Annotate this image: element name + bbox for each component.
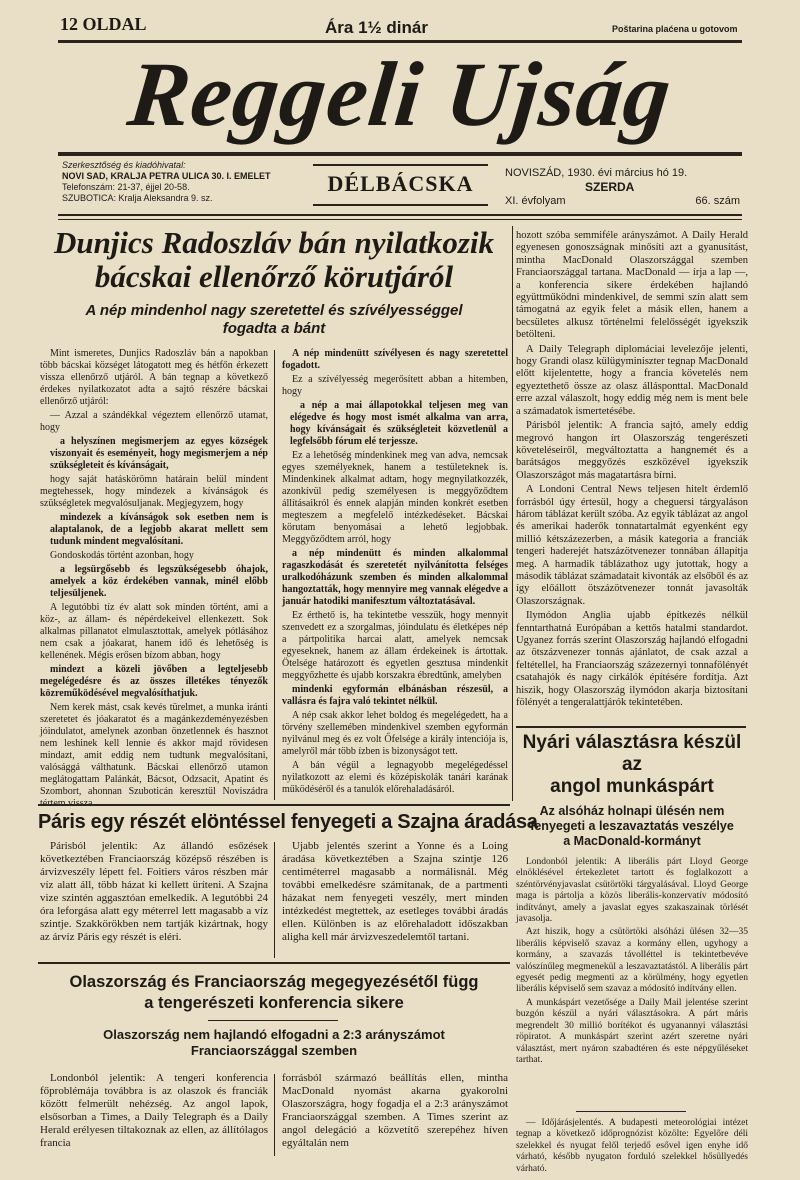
paragraph: Ez érthető is, ha tekintetbe vesszük, hogy mennyit szenvedett ez a szorgalmas, jóindulatu és életképes nép a pártpolitika harcai alatt, amelyek nemcsak egyeseknek, hanem az állam érdekeinek is ártottak. Ötelsége határozott és egyetlen gesztusa mindenkit meggyőzhette és ujabb korszakra ébredtünk, amelyben (282, 610, 508, 681)
paragraph: A bán végül a legnagyobb megelégedéssel nyilatkozott az elemi és középiskolák tanári karának működéséről és a tanulók előrehaladásáról. (282, 760, 508, 795)
horizontal-divider (38, 804, 510, 806)
paragraph: A munkáspárt vezetősége a Daily Mail jelentése szerint buzgón készül a nyári választásokra. A párt máris megrendelt 30 millió borítékot és ugyanannyi választási röpiratot. A munkáspárt szerint azért szeretne nyári választást, mert nyáron szabadtéren és este népgyűléseket tarthat. (516, 997, 748, 1065)
paragraph: a helyszínen megismerjem az egyes községek viszonyait és eseményeit, hogy megismerjem a nép szükségleteit és kívánságait, (50, 436, 268, 471)
paragraph: mindezt a közeli jövőben a legteljesebb megelégedésre és az összes illetékes tényezők közreműködésével megvalósíthatjuk. (40, 664, 268, 699)
paragraph: Londonból jelentik: A tengeri konferencia főproblémája továbbra is az olaszok és franciák között felmerült nehézség. Az angol lapok, elsősorban a Times, a Daily Telegraph és a Daily Herald erélyesen tiltakoznak az ellen, az állítólagos francia (40, 1072, 268, 1149)
paragraph: Azt hiszik, hogy a csütörtöki alsóházi ülésen 32—35 liberális képviselő szavaz a kormány ellen, ugyhogy a kormány, a szavazás távolléttel is tekintetbevéve valószínűleg megmenekül a leszavaztatástól. A liberális párt egyesét pedig megmenti az a körülmény, hogy egyetlen liberális képviselő sem szavaz a módosító indítvány ellen. (516, 927, 748, 995)
article-olasz (38, 966, 510, 1161)
masthead-bottom-rule (58, 214, 742, 216)
column-divider (274, 842, 275, 958)
headline (516, 732, 748, 798)
paragraph: A legutóbbi tíz év alatt sok minden történt, ami a köz-, az állam- és népérdekeivel ellenkezett. Sok alkalmas pillanatot elmulasztottak, amelyek pótlásához nem csak a jóakarat, hanem idő és lehetőség is kellenének. Mégis erősen bízom abban, hogy (40, 602, 268, 661)
paragraph: a legsürgősebb és legszükségesebb óhajok, amelyek a köz érdekében vannak, minél előbb teljesüljenek. (50, 564, 268, 599)
headline-line: Dunjics Radoszláv bán nyilatkozik (53, 225, 495, 260)
paragraph: Nem kerek mást, csak kevés türelmet, a munka iránti szeretetet és jóakaratot és a magánkezdeményezésben jóindulatot, amelynek azonban önzetlennek és hasznot nem leshinek kell lennie és akkor majd rövidesen mindazt, amit eddig nem tudtunk megvalósítani, valósággá válthatunk. Bácskai ellenőrző utamon meglátogattam Palánkát, Bácsot, Odzsacit, Apatint és Szombort, ahonnan Szuboticán keresztül Noviszádra (40, 702, 268, 797)
article-column-left (40, 1072, 268, 1158)
paragraph: Londonból jelentik: A liberális párt Lloyd George elnöklésével értekezletet tartott és foglalkozott a széntörvényjavaslat csütörtöki tárgyalásával. Lloyd George maga is pártolja a közös liberális-konzervatív módosító indítványt, amely a javaslat egyes szakaszainak törlését javasolja. (516, 857, 748, 925)
headline-line: Nyári választásra készül az (522, 732, 742, 775)
subheadline-line: Az alsóház holnapi ülésén nem (539, 804, 725, 818)
issue-number: 66. szám (695, 195, 740, 207)
subheadline-line: fenyegeti a leszavaztatás veszélye (530, 819, 734, 833)
paragraph: A Londoni Central News teljesen hitelt érdemlő forrásból úgy értesül, hogy a cheguersi tárgyaláson három táblázat került szóba. Az egyik táblázat az angol és amerikai haderők tonnatartalmát egyenként egy millió kétszázezerben, a másik kategoria a franciák tengeri haderejét hatszázötvenezer tonnában állapítja meg. A harmadik táblázathoz ugy jutottak, hogy a második táblázat számadatait kivonták az elsőből és az így előállott ötszázötvenezer tonnát javasolták Olaszországnak. (516, 484, 748, 607)
weather-text: — Időjárásjelentés. A budapesti meteorológiai intézet tegnap a következő időprognózist közölte: Egyelőre déli szelekkel és nyugat felől terjedő esővel igen enyhe idő várható, később nyugaton forduló szelekkel hősüllyedés várható. (516, 1118, 748, 1174)
subheadline-line: a MacDonald-kormányt (563, 834, 701, 848)
short-divider (208, 1020, 338, 1021)
vertical-divider (512, 226, 513, 801)
paragraph: Ez a lehetőség mindenkinek meg van adva, nemcsak egyes személyeknek, hanem a testületeknek is. Mindenkinek alkalmat adtam, hogy megnyilatkozzék, azonkívül pedig személyesen is meggyőződtem állításaikról és ennek alapján minden konkrét esetben megteszem a megfelelő intézkedéseket. Bácskai körutam benyomásai a lehető legjobbak. Meggyőződtem arról, hogy (282, 450, 508, 545)
subheadline-line: A nép mindenhol nagy szeretettel és szívélyességgel (85, 302, 463, 319)
article-column-2 (282, 348, 508, 802)
subheadline (516, 804, 748, 849)
article-column-left (40, 840, 268, 960)
paragraph: A nép mindenütt szívélyesen és nagy szeretettel fogadott. (282, 348, 508, 371)
column-divider (274, 1074, 275, 1156)
volume-row (505, 194, 740, 208)
paragraph: hogy saját hatáskörömn határain belül mindent megtehessek, hogy mindezek a kívánságok és szükségletek megvalósuljanak. Megjegyzem, hogy (40, 474, 268, 509)
edition-box (313, 164, 488, 206)
short-divider (576, 1111, 686, 1112)
subheadline (38, 302, 510, 338)
paragraph: Ez a szívélyesség megerősített abban a hitemben, hogy (282, 374, 508, 397)
paragraph: mindenki egyformán elbánásban részesül, a vallásra és fajra való tekintet nélkül. (282, 684, 508, 707)
masthead-bottom-rule-2 (58, 219, 742, 220)
paragraph: Ilymódon Anglia ujabb építkezés nélkül fenntarthatná Európában a kettős hatalmi standardot. Ugyanez forrás szerint Olaszország hajlandó elfogadni az ötszázvenezer tonnás ajánlatot, de csak azzal a feltétellel, ha Franciaország százezernyi tonnafölényét csatahajók és nagy cirkálók építésére fordítja. Azt hiszik, hogy Olaszország ilymódon akarja biztosítani fölényét a tengeralattjárók tekintetében. (516, 610, 748, 709)
editorial-line: NOVI SAD, KRALJA PETRA ULICA 30. I. EMELET (62, 171, 271, 181)
newspaper-title: Reggeli Ujság (123, 43, 677, 145)
paragraph: Gondoskodás történt azonban, hogy (50, 550, 194, 561)
paragraph: forrásból származó beállítás ellen, mintha MacDonald nyomást akarna gyakorolni Olaszországra, hogy fogadja el a 2:3 arányszámot Franciaországgal szemben. A Times szerint az angol delegáció a közvetítő szerepéhez híven egyáltalán nem (282, 1072, 508, 1149)
headline-line: a tengerészeti konferencia sikere (144, 994, 404, 1012)
subheadline-line: Franciaországgal szemben (190, 1043, 358, 1058)
title-rule (58, 152, 742, 156)
article-column-right (282, 840, 508, 960)
paragraph: a nép mindenütt és minden alkalommal ragaszkodását és szeretetét nyilvánította felséges uralkodóházunk szemben és minden alkalommal hangoztatták, hogy mennyire meg vannak elégedve a január hatodiki manifesztum változtatásával. (282, 548, 508, 607)
horizontal-divider (516, 726, 746, 728)
subheadline-line: Olaszország nem hajlandó elfogadni a 2:3 arányszámot (103, 1027, 445, 1042)
paragraph: A nép csak akkor lehet boldog és megelégedett, ha a törvény szellemében mindenkivel szemben egyformán nyilvánul meg és ez volt Őfelsége a király intenciója is, amelyről már több ízben is bizonyságot tett. (282, 710, 508, 757)
article-column-right (282, 1072, 508, 1158)
paragraph: Párisból jelentik: Az állandó esőzések következtében Franciaország középső részében is árvizveszély lépett fel. Foitiers város részben már víz alatt áll, több házat ki kellett üríteni. A Szajna vize szintén aggasztóan emelkedik. A legutóbbi 24 óra leforgása alatt egy méterrel lett magasabb a víz szintje. Szakkörökben nem tartják kizártnak, hogy az árvíz Páris egy részét is eléri. (40, 840, 268, 943)
article-paris (38, 808, 538, 963)
article-dunjics (38, 222, 510, 804)
paragraph: Párisból jelentik: A francia sajtó, amely eddig megrovó hangon írt Olaszország tengerészeti követeléseiről, megváltoztatta a hangnemét és a barátságos meggyőzés eszközével igyekszik Olaszországot más magatartásra bírni. (516, 420, 748, 481)
headline-line: bácskai ellenőrző körutjáról (94, 259, 454, 294)
headline (38, 226, 510, 294)
editorial-line: SZUBOTICA: Kralja Aleksandra 9. sz. (62, 193, 213, 203)
weekday: SZERDA (585, 180, 635, 194)
price: Ára 1½ dinár (325, 18, 428, 37)
headline-line: angol munkáspárt (550, 776, 714, 797)
paragraph: a nép a mai állapotokkal teljesen meg van elégedve és hogy most ismét alkalma van arra, hogy kívánságait és szükségleteit közvetlenül a legfelsőbb fórum elé terjessze. (290, 400, 508, 447)
column-divider (274, 350, 275, 800)
date-block (505, 166, 740, 208)
paragraph: mindezek a kívánságok sok esetben nem is alaptalanok, de a legjobb akarat mellett sem tudunk mindent megvalósítani. (50, 512, 268, 547)
paragraph: Mint ismeretes, Dunjics Radoszláv bán a napokban több bácskai községet látogatott meg és hétfőn érkezett vissza ellenőrző utjáról. A bán tegnap a következő érdekes nyilatkozatot adta a sajtó részére bácskai ellenőrző utjáról: (40, 348, 268, 407)
paragraph: Ujabb jelentés szerint a Yonne és a Loing áradása következtében a Szajna szintje 126 centiméterrel magasabb a normálisnál. Még további emelkedésre számítanak, de a partmenti házakat nem fenyegeti veszély, mert minden intézkedést megtettek, az esetleges további áradás ellen. Különben is az előrehaladott időszakban aligha kell már árvizveszedelemtől tartani. (282, 840, 508, 943)
article-nyari (516, 732, 748, 1174)
subheadline-line: fogadta a bánt (222, 320, 326, 337)
edition-name: DÉLBÁCSKA (327, 171, 474, 196)
paragraph: A Daily Telegraph diplomáciai levelezője jelenti, hogy Grandi olasz külügyminiszter tegnap MacDonald előtt kijelentette, hogy a francia követelés nem egyeztethető össze az olasz állásponttal. MacDonald erre azzal válaszolt, hogy eddig még nem is ment bele a számadatok ismertetésébe. (516, 343, 748, 417)
editorial-info (62, 160, 302, 204)
article-body (516, 857, 748, 1107)
headline (38, 972, 510, 1014)
article-continuation (516, 230, 748, 718)
postage-note: Poštarina plaćena u gotovom (612, 24, 738, 34)
paragraph: hozott szóba semmiféle arányszámot. A Daily Herald egyenesen gonoszságnak minősíti azt a gyanusítást, mintha MacDonald Olaszországgal szemben Franciaországgal tartana. MacDonald — írja a lap —, a konferencia sikere érdekében hajlandó együttműködni mindenkivel, de semmi szín alatt sem támogatná az egyik felet a másik ellen, hanem a becsületes alkusz történelmi felelősségét igyekszik betölteni. (516, 230, 748, 341)
weather-report (516, 1118, 748, 1180)
volume: XI. évfolyam (505, 195, 566, 207)
paragraph: — Azzal a szándékkal végeztem ellenőrző utamat, hogy (40, 410, 268, 433)
editorial-line: Szerkesztőség és kiadóhivatal: (62, 160, 186, 170)
horizontal-divider (38, 962, 510, 964)
issue-date: NOVISZÁD, 1930. évi március hó 19. (505, 167, 688, 179)
page-number: 12 OLDAL (60, 14, 147, 34)
article-column-1 (40, 348, 268, 802)
editorial-line: Telefonszám: 21-37, éjjel 20-58. (62, 182, 190, 192)
subheadline (38, 1027, 510, 1059)
masthead (0, 0, 800, 225)
headline: Páris egy részét elöntéssel fenyegeti a Szajna áradása (38, 811, 538, 833)
headline-line: Olaszország és Franciaország megegyezésétől függ (69, 973, 479, 991)
